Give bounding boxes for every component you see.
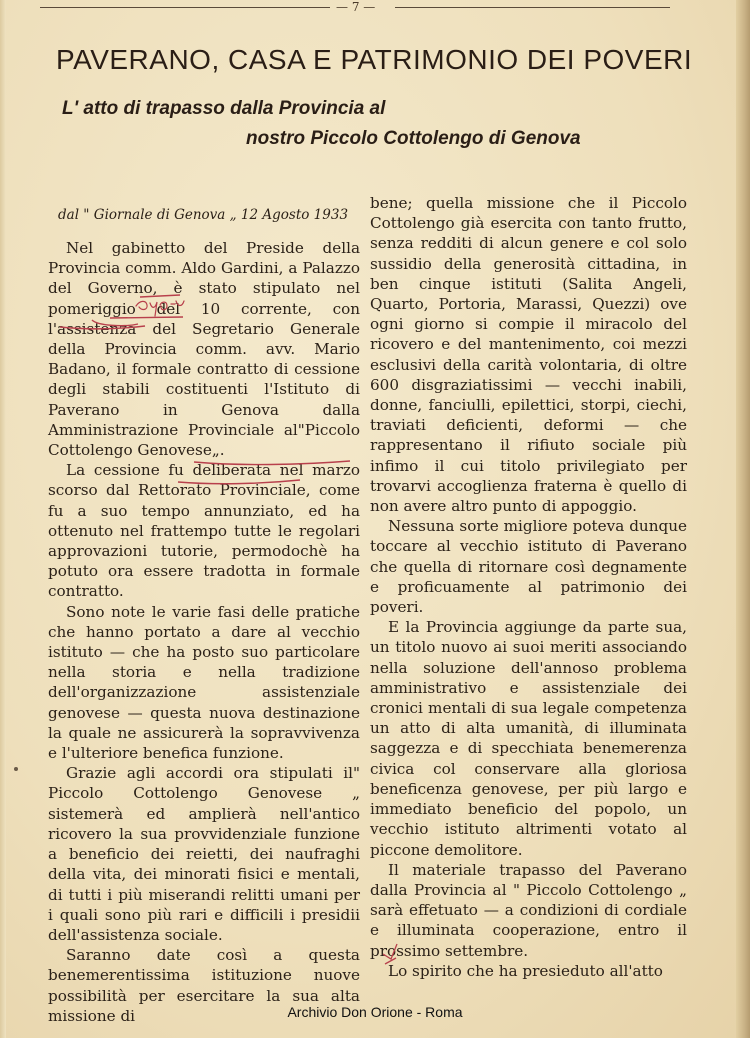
paragraph: bene; quella missione che il Piccolo Cottolengo già esercita con tanto frutto, senza redditi di alcun genere e col solo sussidio della generosità cittadina, in ben cinque istituti (Salita Angeli, Quarto, Portoria, Marassi, Quezzi) ove ogni giorno si compie il miracolo del ricovero e del mantenimento, coi mezzi esclusivi della carità volontaria, di oltre 600 disgraziatissimi — vecchi inabili, donne, fanciulli, epilettici, storpi, ciechi, traviati deficienti, deformi — che rappresentano il rifiuto sociale più infimo il cui titolo privilegiato per trovarvi accoglienza fraterna è quello di non avere altro punto di appoggio. xyxy=(370,194,687,516)
paragraph: La cessione fu deliberata nel marzo scorso dal Rettorato Provinciale, come fu a suo tempo annunziato, ed ha ottenuto nel frattempo tutte le regolari approvazioni tutorie, permodochè ha potuto ora essere tradotta in formale contratto. xyxy=(48,461,360,601)
top-rule-right xyxy=(395,7,670,8)
paragraph: Sono note le varie fasi delle pratiche che hanno portato a dare al vecchio istituto — che ha posto suo particolare nella storia e nella tradizione dell'organizzazione assistenziale genovese — questa nuova destinazione la quale ne assicurerà la sopravvivenza e l'ulteriore benefica funzione. xyxy=(48,602,360,763)
paragraph: Nel gabinetto del Preside della Provincia comm. Aldo Gardini, a Palazzo del Governo, è stato stipulato nel pomeriggio del 10 corrente, con l'assistenza del Segretario Generale della Provincia comm. avv. Mario Badano, il formale contratto di cessione degli stabili costituenti l'Istituto di Paverano in Genova dalla Amministrazione Provinciale al"Piccolo Cottolengo Genovese„. xyxy=(48,239,360,460)
article-subtitle-line1: L' atto di trapasso dalla Provincia al xyxy=(62,98,386,119)
page-number: — 7 — xyxy=(336,0,376,14)
article-title: PAVERANO, CASA E PATRIMONIO DEI POVERI xyxy=(56,44,693,75)
text-column-left xyxy=(48,238,360,1026)
article-subtitle-line2: nostro Piccolo Cottolengo di Genova xyxy=(246,128,581,149)
archive-footer: Archivio Don Orione - Roma xyxy=(287,1004,463,1020)
paragraph: Saranno date così a questa benemerentissima istituzione nuove possibilità per esercitare la sua alta missione di xyxy=(48,946,360,1025)
paragraph: Grazie agli accordi ora stipulati il" Piccolo Cottolengo Genovese „ sistemerà ed amplierà nell'antico ricovero la sua provvidenziale funzione a beneficio dei reietti, dei naufraghi della vita, dei minorati fisici e mentali, di tutti i più miserandi relitti umani per i quali sono più rari e difficili i presidii dell'assistenza sociale. xyxy=(48,764,360,944)
article-source: dal " Giornale di Genova „ 12 Agosto 1933 xyxy=(58,207,349,223)
page-left-edge xyxy=(0,0,6,1038)
paragraph: Nessuna sorte migliore poteva dunque toccare al vecchio istituto di Paverano che quella di ritornare così degnamente e proficuamente al patrimonio dei poveri. xyxy=(370,517,687,617)
paragraph: Il materiale trapasso del Paverano dalla Provincia al " Piccolo Cottolengo „ sarà effetuato — a condizioni di cordiale e illuminata cooperazione, entro il prossimo settembre. xyxy=(370,860,687,960)
page-right-edge xyxy=(736,0,750,1038)
text-column-right xyxy=(370,193,687,981)
paragraph: Lo spirito che ha presieduto all'atto xyxy=(388,961,663,980)
paragraph: E la Provincia aggiunge da parte sua, un titolo nuovo ai suoi meriti associando nella soluzione dell'annoso problema amministrativo e assistenziale dei cronici mentali di sua legale competenza un atto di alta umanità, di illuminata saggezza e di specchiata benemerenza civica col conservare alla gloriosa beneficenza genovese, per più largo e immediato beneficio del popolo, un vecchio istituto altrimenti votato al piccone demolitore. xyxy=(370,618,687,859)
top-rule-left xyxy=(40,7,330,8)
margin-dot xyxy=(14,767,18,771)
